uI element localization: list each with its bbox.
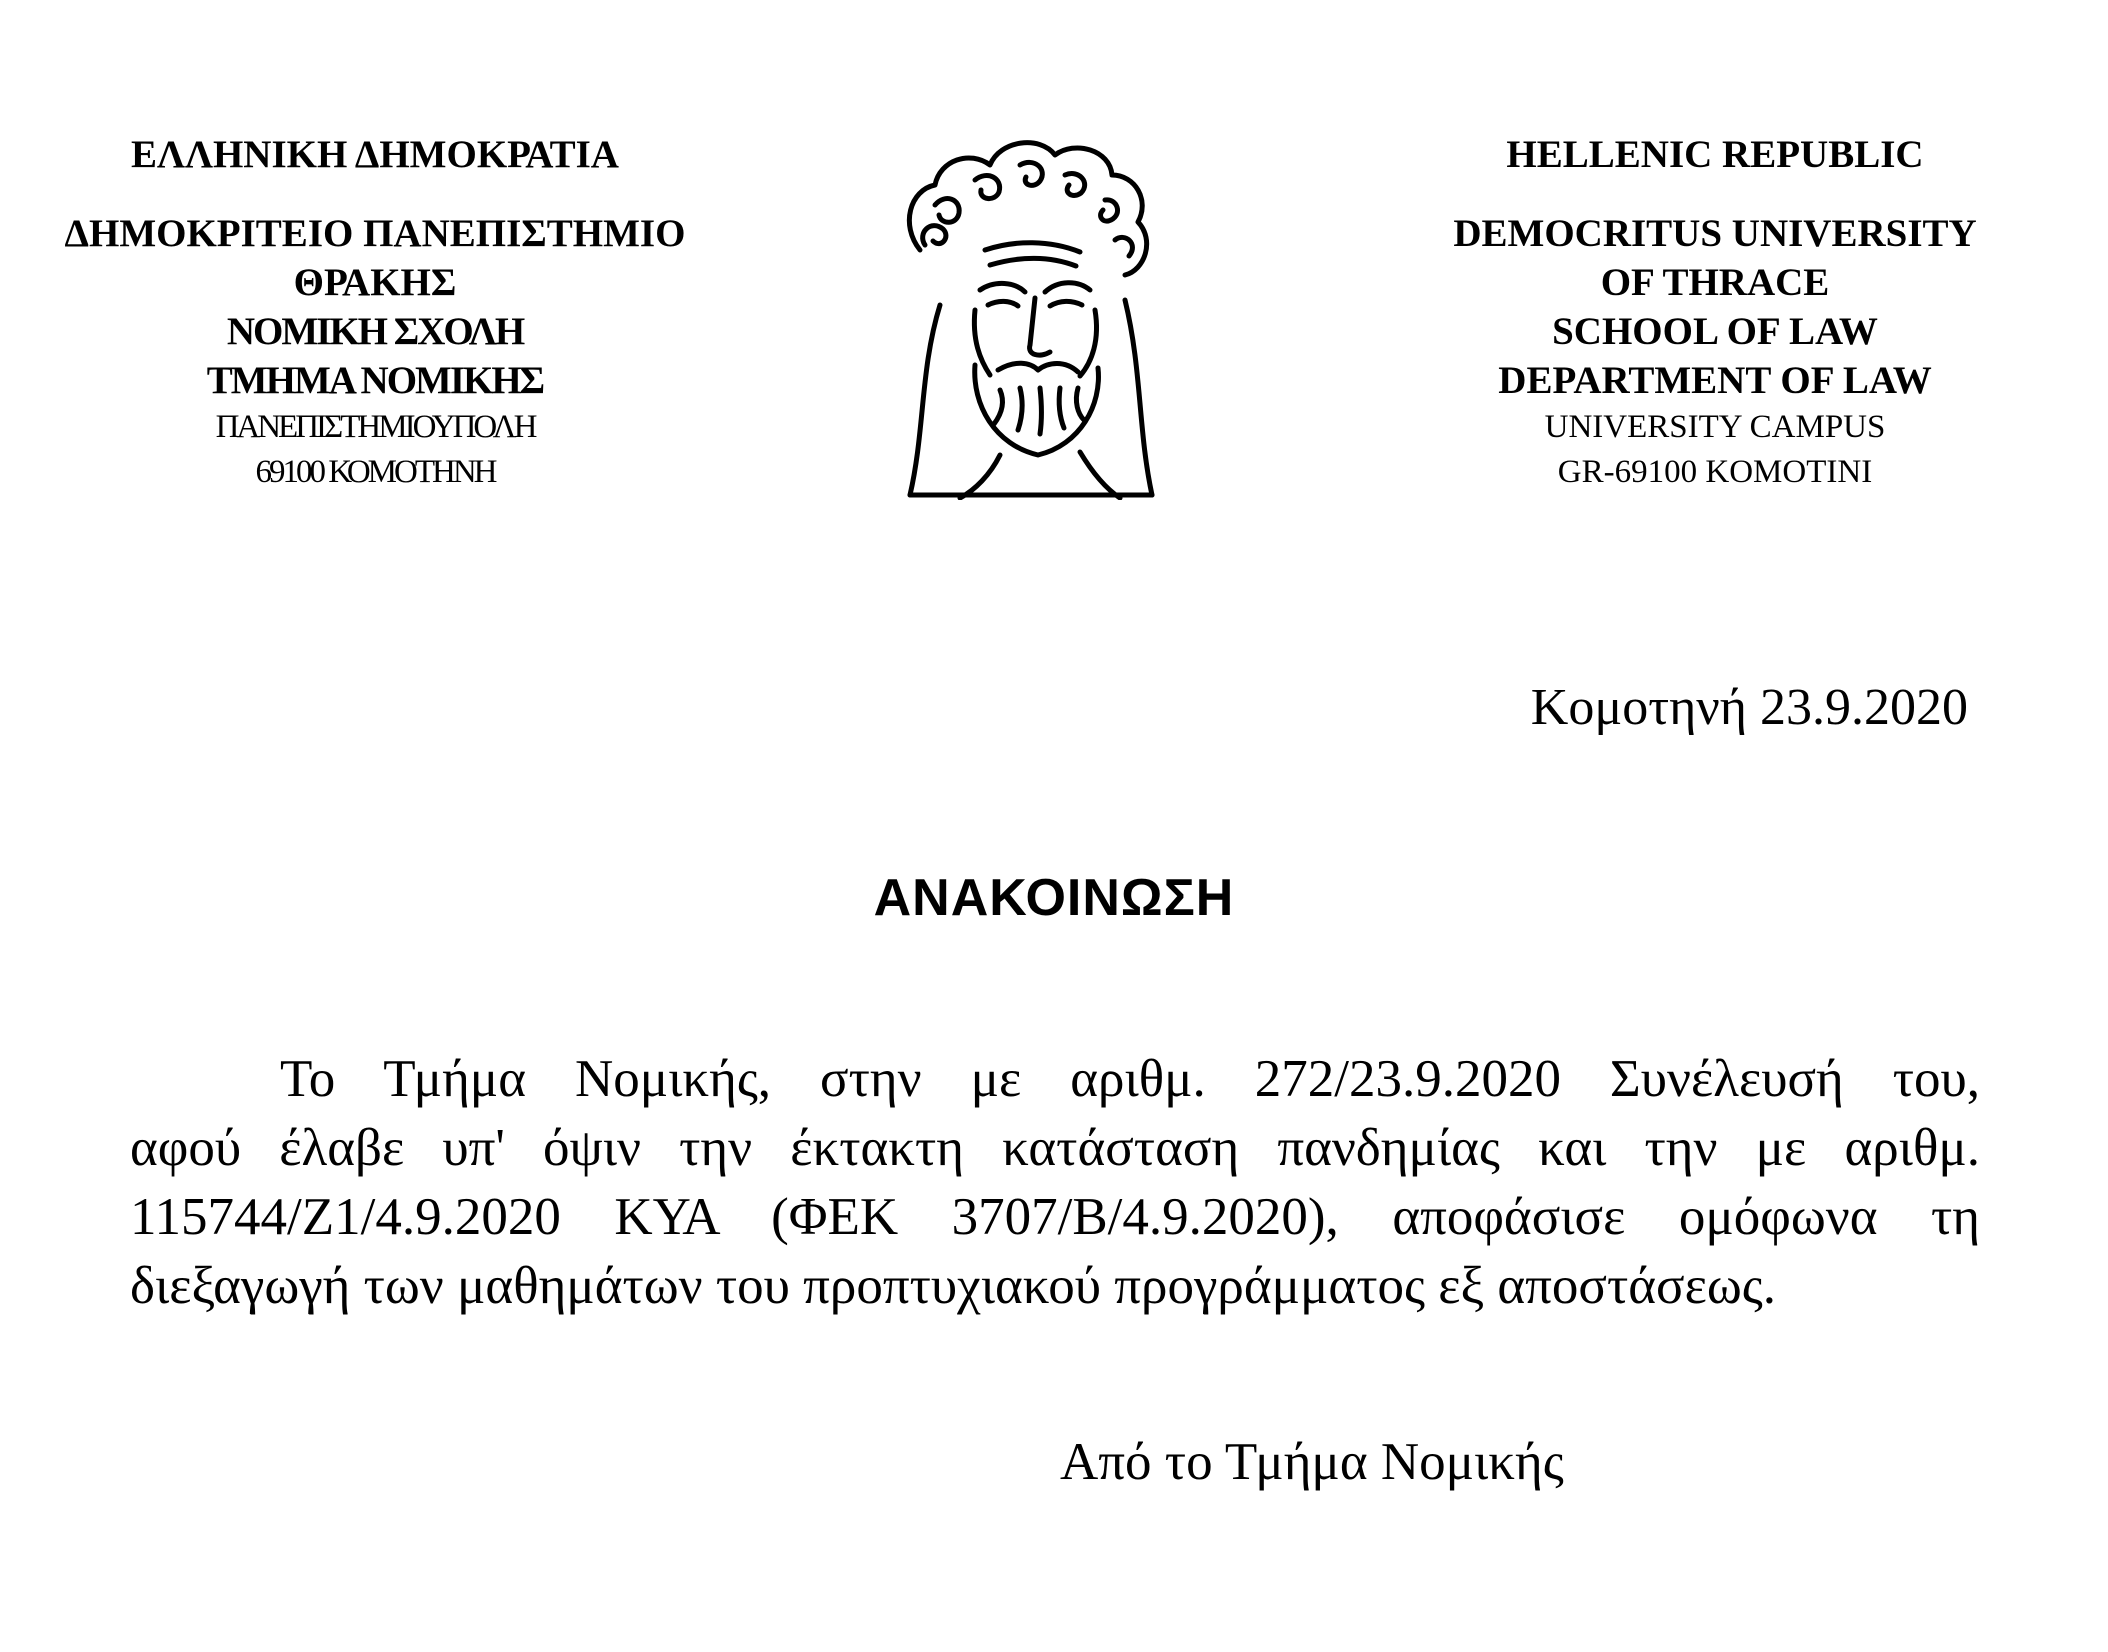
document-title: ΑΝΑΚΟΙΝΩΣΗ bbox=[873, 869, 1235, 927]
university-name-english-line2: OF THRACE bbox=[1600, 261, 1830, 304]
country-name-english: HELLENIC REPUBLIC bbox=[1506, 133, 1924, 176]
department-name-english: DEPARTMENT OF LAW bbox=[1498, 359, 1932, 402]
school-name-english: SCHOOL OF LAW bbox=[1552, 310, 1878, 353]
school-name-greek: ΝΟΜΙΚΗ ΣΧΟΛΗ bbox=[226, 310, 524, 353]
university-name-greek-line2: ΘΡΑΚΗΣ bbox=[293, 261, 457, 304]
city-greek: 69100 ΚΟΜΟΤΗΝΗ bbox=[255, 454, 495, 490]
university-name-english-line1: DEMOCRITUS UNIVERSITY bbox=[1453, 212, 1977, 255]
signature: Από το Τμήμα Νομικής bbox=[1060, 1433, 1564, 1491]
letterhead-english bbox=[1395, 130, 2035, 495]
city-english: GR-69100 KOMOTINI bbox=[1557, 454, 1873, 490]
body-line: διεξαγωγή των μαθημάτων του προπτυχιακού προγράμματος εξ αποστάσεως. bbox=[130, 1257, 1776, 1315]
campus-greek: ΠΑΝΕΠΙΣΤΗΜΙΟΥΠΟΛΗ bbox=[215, 409, 535, 445]
letterhead-greek bbox=[20, 130, 730, 495]
body-line: Το Τμήμα Νομικής, στην με αριθμ. 272/23.9.2020 Συνέλευσή του, bbox=[280, 1050, 1980, 1108]
democritus-bust-icon bbox=[880, 130, 1180, 500]
country-name-greek: ΕΛΛΗΝΙΚΗ ΔΗΜΟΚΡΑΤΙΑ bbox=[131, 133, 619, 176]
body-line: 115744/Ζ1/4.9.2020 ΚΥΑ (ΦΕΚ 3707/Β/4.9.2020), αποφάσισε ομόφωνα τη bbox=[130, 1188, 1980, 1246]
body-line: αφού έλαβε υπ' όψιν την έκτακτη κατάσταση πανδημίας και την με αριθμ. bbox=[130, 1119, 1980, 1177]
document-date: Κομοτηνή 23.9.2020 bbox=[1530, 679, 1968, 736]
department-name-greek: ΤΜΗΜΑ ΝΟΜΙΚΗΣ bbox=[206, 359, 544, 402]
announcement-body bbox=[130, 1045, 1980, 1321]
university-name-greek-line1: ΔΗΜΟΚΡΙΤΕΙΟ ΠΑΝΕΠΙΣΤΗΜΙΟ bbox=[64, 212, 686, 255]
campus-english: UNIVERSITY CAMPUS bbox=[1544, 409, 1886, 445]
